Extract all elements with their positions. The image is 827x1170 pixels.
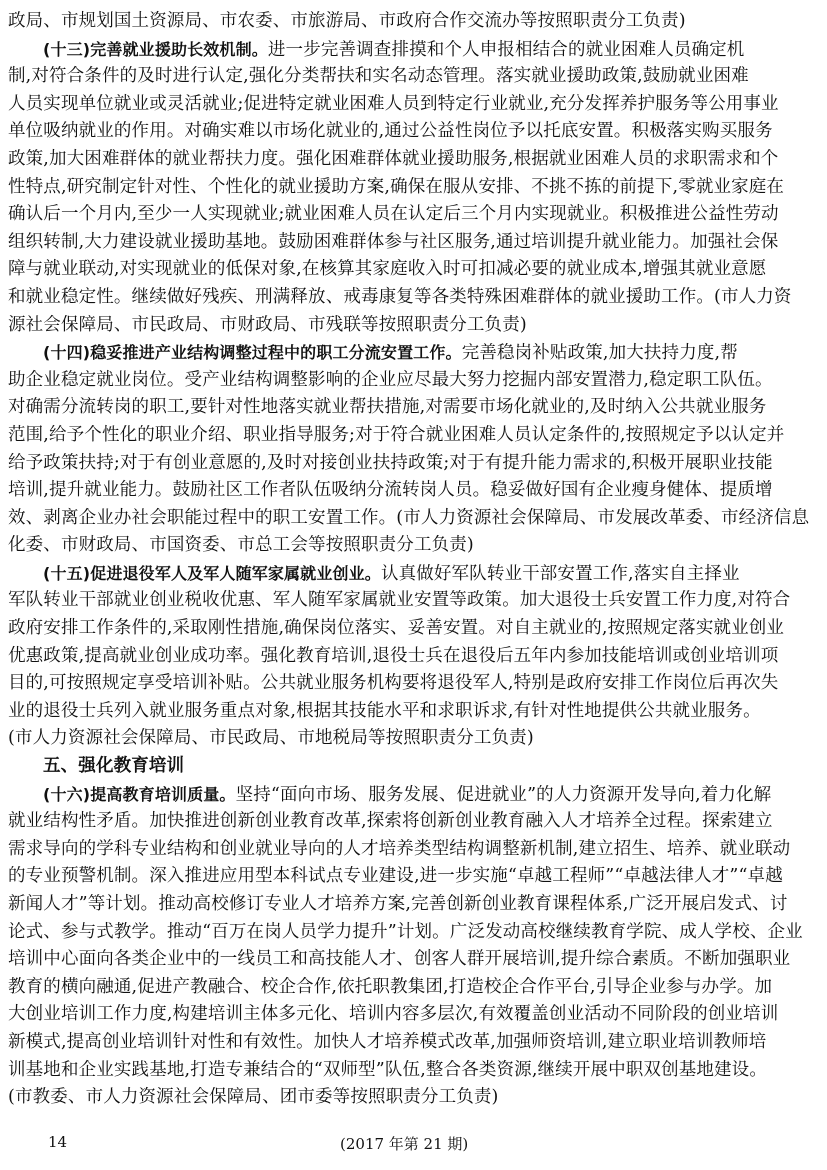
text-line bbox=[8, 725, 819, 753]
line-text: 给予政策扶持;对于有创业意愿的,及时对接创业扶持政策;对于有提升能力需求的,积极开展职业技能 bbox=[8, 452, 773, 473]
line-text: 大创业培训工作力度,构建培训主体多元化、培训内容多层次,有效覆盖创业活动不同阶段的创业培训 bbox=[8, 1004, 779, 1025]
text-line bbox=[8, 63, 819, 91]
line-text: 进一步完善调查排摸和个人申报相结合的就业困难人员确定机 bbox=[267, 39, 745, 60]
text-line bbox=[8, 312, 819, 340]
text-line bbox=[8, 532, 819, 560]
text-line bbox=[8, 560, 819, 588]
text-line bbox=[8, 118, 819, 146]
line-text: 助企业稳定就业岗位。受产业结构调整影响的企业应尽最大努力挖掘内部安置潜力,稳定职工队伍。 bbox=[8, 369, 773, 390]
text-line bbox=[8, 8, 819, 36]
text-line bbox=[8, 367, 819, 395]
text-line bbox=[8, 781, 819, 809]
text-line bbox=[8, 505, 819, 533]
line-text: 目的,可按照规定享受培训补贴。公共就业服务机构要将退役军人,特别是政府安排工作岗位后再次失 bbox=[8, 673, 779, 694]
text-line bbox=[8, 974, 819, 1002]
text-line bbox=[8, 146, 819, 174]
text-line bbox=[8, 919, 819, 947]
section-heading: 五、强化教育培训 bbox=[43, 756, 185, 777]
line-text: 的专业预警机制。深入推进应用型本科试点专业建设,进一步实施“卓越工程师”“卓越法律人才”“卓越 bbox=[8, 866, 783, 887]
text-line bbox=[8, 863, 819, 891]
line-text: 优惠政策,提高就业创业成功率。强化教育培训,退役士兵在退役后五年内参加技能培训或创业培训项 bbox=[8, 645, 779, 666]
text-line bbox=[8, 36, 819, 64]
line-text: 政府安排工作条件的,采取刚性措施,确保岗位落实、妥善安置。对自主就业的,按照规定落实就业创业 bbox=[8, 618, 785, 639]
line-text: 制,对符合条件的及时进行认定,强化分类帮扶和实名动态管理。落实就业援助政策,鼓励就业困难 bbox=[8, 66, 749, 87]
text-line bbox=[8, 1001, 819, 1029]
text-line bbox=[8, 229, 819, 257]
line-text: 军队转业干部就业创业税收优惠、军人随军家属就业安置等政策。加大退役士兵安置工作力度,对符合 bbox=[8, 590, 791, 611]
line-text: 就业结构性矛盾。加快推进创新创业教育改革,探索将创新创业教育融入人才培养全过程。探索建立 bbox=[8, 811, 773, 832]
text-line bbox=[8, 808, 819, 836]
text-line bbox=[8, 1057, 819, 1085]
text-line bbox=[8, 91, 819, 119]
text-line bbox=[8, 450, 819, 478]
text-line bbox=[8, 201, 819, 229]
line-text: 培训中心面向各类企业中的一线员工和高技能人才、创客人群开展培训,提升综合素质。不断加强职业 bbox=[8, 949, 791, 970]
text-line bbox=[8, 670, 819, 698]
text-line bbox=[8, 1084, 819, 1112]
text-line bbox=[8, 836, 819, 864]
line-text: 单位吸纳就业的作用。对确实难以市场化就业的,通过公益性岗位予以托底安置。积极落实购买服务 bbox=[8, 121, 773, 142]
line-text: 和就业稳定性。继续做好残疾、刑满释放、戒毒康复等各类特殊困难群体的就业援助工作。(市人力资 bbox=[8, 286, 792, 307]
line-text: 组织转制,大力建设就业援助基地。鼓励困难群体参与社区服务,通过培训提升就业能力。加强社会保 bbox=[8, 231, 779, 252]
line-text: 教育的横向融通,促进产教融合、校企合作,依托职教集团,打造校企合作平台,引导企业参与办学。加 bbox=[8, 976, 773, 997]
line-text: 新闻人才”等计划。推动高校修订专业人才培养方案,完善创新创业教育课程体系,广泛开展启发式、讨 bbox=[8, 894, 788, 914]
line-text: 对确需分流转岗的职工,要针对性地落实就业帮扶措施,对需要市场化就业的,及时纳入公共就业服务 bbox=[8, 397, 767, 418]
text-line bbox=[8, 753, 819, 781]
line-text: 范围,给予个性化的职业介绍、职业指导服务;对于符合就业困难人员认定条件的,按照规定予以认定并 bbox=[8, 424, 785, 445]
line-text: (市人力资源社会保障局、市民政局、市地税局等按照职责分工负责) bbox=[8, 728, 534, 749]
clause-heading: (十四)稳妥推进产业结构调整过程中的职工分流安置工作。 bbox=[43, 343, 462, 363]
line-text: 需求导向的学科专业结构和创业就业导向的人才培养类型结构调整新机制,建立招生、培养、就业联动 bbox=[8, 838, 791, 859]
line-text: 确认后一个月内,至少一人实现就业;就业困难人员在认定后三个月内实现就业。积极推进公益性劳动 bbox=[8, 204, 779, 225]
clause-heading: (十六)提高教育培训质量。 bbox=[43, 784, 236, 804]
page-number: 14 bbox=[48, 1133, 68, 1151]
line-text: 源社会保障局、市民政局、市财政局、市残联等按照职责分工负责) bbox=[8, 314, 527, 335]
clause-heading: (十五)促进退役军人及军人随军家属就业创业。 bbox=[43, 563, 381, 583]
clause-heading: (十三)完善就业援助长效机制。 bbox=[43, 39, 268, 59]
text-line bbox=[8, 587, 819, 615]
text-line bbox=[8, 1029, 819, 1057]
line-text: 新模式,提高创业培训针对性和有效性。加快人才培养模式改革,加强师资培训,建立职业培训教师培 bbox=[8, 1031, 767, 1052]
text-line bbox=[8, 256, 819, 284]
line-text: 化委、市财政局、市国资委、市总工会等按照职责分工负责) bbox=[8, 535, 474, 556]
text-line bbox=[8, 174, 819, 202]
line-text: 性特点,研究制定针对性、个性化的就业援助方案,确保在服从安排、不挑不拣的前提下,零就业家庭在 bbox=[8, 176, 785, 197]
line-text: 业的退役士兵列入就业服务重点对象,根据其技能水平和求职诉求,有针对性地提供公共就业服务。 bbox=[8, 700, 761, 721]
text-line bbox=[8, 394, 819, 422]
text-line bbox=[8, 891, 819, 919]
line-text: 培训,提升就业能力。鼓励社区工作者队伍吸纳分流转岗人员。稳妥做好国有企业瘦身健体、提质增 bbox=[8, 480, 773, 501]
text-line bbox=[8, 615, 819, 643]
page-footer bbox=[0, 1133, 827, 1157]
text-line bbox=[8, 477, 819, 505]
text-line bbox=[8, 946, 819, 974]
issue-label: (2017 年第 21 期) bbox=[340, 1135, 469, 1153]
document-body bbox=[8, 8, 819, 1112]
text-line bbox=[8, 698, 819, 726]
text-line bbox=[8, 643, 819, 671]
line-text: 论式、参与式教学。推动“百万在岗人员学力提升”计划。广泛发动高校继续教育学院、成人学校、企业 bbox=[8, 921, 803, 942]
text-line bbox=[8, 422, 819, 450]
line-text: 完善稳岗补贴政策,加大扶持力度,帮 bbox=[461, 343, 738, 364]
text-line bbox=[8, 339, 819, 367]
line-text: 坚持“面向市场、服务发展、促进就业”的人力资源开发导向,着力化解 bbox=[235, 784, 772, 805]
line-text: (市教委、市人力资源社会保障局、团市委等按照职责分工负责) bbox=[8, 1087, 499, 1108]
line-text: 训基地和企业实践基地,打造专兼结合的“双师型”队伍,整合各类资源,继续开展中职双创基地建设。 bbox=[8, 1059, 767, 1080]
text-line bbox=[8, 284, 819, 312]
line-text: 障与就业联动,对实现就业的低保对象,在核算其家庭收入时可扣减必要的就业成本,增强其就业意愿 bbox=[8, 259, 767, 280]
line-text: 认真做好军队转业干部安置工作,落实自主择业 bbox=[380, 563, 740, 584]
line-text: 政策,加大困难群体的就业帮扶力度。强化困难群体就业援助服务,根据就业困难人员的求职需求和个 bbox=[8, 148, 779, 169]
line-text: 效、剥离企业办社会职能过程中的职工安置工作。(市人力资源社会保障局、市发展改革委、市经济信息 bbox=[8, 507, 810, 528]
line-text: 政局、市规划国土资源局、市农委、市旅游局、市政府合作交流办等按照职责分工负责) bbox=[8, 11, 686, 31]
line-text: 人员实现单位就业或灵活就业;促进特定就业困难人员到特定行业就业,充分发挥养护服务等公用事业 bbox=[8, 93, 779, 114]
